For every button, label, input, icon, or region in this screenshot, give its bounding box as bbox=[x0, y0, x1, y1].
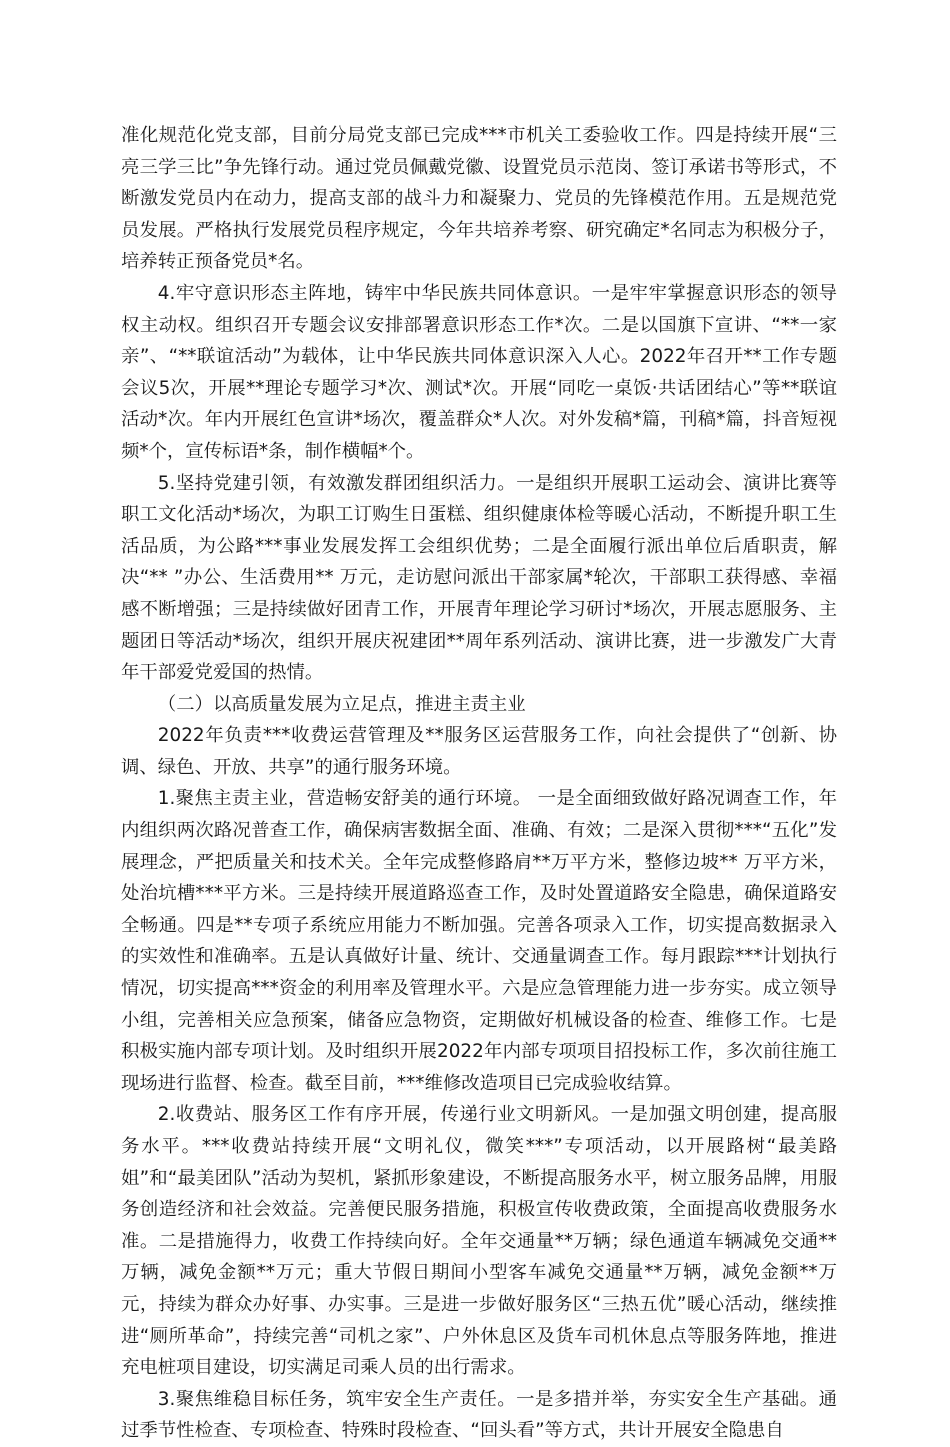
document-body bbox=[121, 120, 837, 1447]
paragraph-ideology-position: 4.牢守意识形态主阵地，铸牢中华民族共同体意识。一是牢牢掌握意识形态的领导权主动权。组织召开专题会议安排部署意识形态工作*次。二是以国旗下宣讲、“**一家亲”、“**联谊活动”为载体，让中华民族共同体意识深入人心。2022年召开**工作专题会议5次，开展**理论专题学习*次、测试*次。开展“同吃一桌饭·共话团结心”等**联谊活动*次。年内开展红色宣讲*场次，覆盖群众*人次。对外发稿*篇，刊稿*篇，抖音短视频*个，宣传标语*条，制作横幅*个。 bbox=[121, 282, 837, 462]
paragraph-safety-production: 3.聚焦维稳目标任务，筑牢安全生产责任。一是多措并举，夯实安全生产基础。通过季节性检查、专项检查、特殊时段检查、“回头看”等方式，共计开展安全隐患自 bbox=[121, 1388, 837, 1442]
section-heading-high-quality-development: （二）以高质量发展为立足点，推进主责主业 bbox=[157, 693, 526, 715]
paragraph-mass-organization: 5.坚持党建引领，有效激发群团组织活力。一是组织开展职工运动会、演讲比赛等职工文化活动*场次，为职工订购生日蛋糕、组织健康体检等暖心活动，不断提升职工生活品质，为公路***事业发展发挥工会组织优势；二是全面履行派出单位后盾职责，解决“** ”办公、生活费用** 万元，走访慰问派出干部家属*轮次，干部职工获得感、幸福感不断增强；三是持续做好团青工作，开展青年理论学习研讨*场次，开展志愿服务、主题团日等活动*场次，组织开展庆祝建团**周年系列活动、演讲比赛，进一步激发广大青年干部爱党爱国的热情。 bbox=[121, 472, 837, 684]
paragraph-2022-overview: 2022年负责***收费运营管理及**服务区运营服务工作，向社会提供了“创新、协调、绿色、开放、共享”的通行服务环境。 bbox=[121, 725, 837, 778]
paragraph-toll-service-area: 2.收费站、服务区工作有序开展，传递行业文明新风。一是加强文明创建，提高服务水平。***收费站持续开展“文明礼仪，微笑***”专项活动，以开展路树“最美路姐”和“最美团队”活动为契机，紧抓形象建设，不断提高服务水平，树立服务品牌，用服务创造经济和社会效益。完善便民服务措施，积极宣传收费政策，全面提高收费服务水准。二是措施得力，收费工作持续向好。全年交通量**万辆；绿色通道车辆减免交通**万辆，减免金额**万元；重大节假日期间小型客车减免交通量**万辆，减免金额**万元，持续为群众办好事、办实事。三是进一步做好服务区“三热五优”暖心活动，继续推进“厕所革命”，持续完善“司机之家”、户外休息区及货车司机休息点等服务阵地，推进充电桩项目建设，切实满足司乘人员的出行需求。 bbox=[121, 1104, 837, 1379]
paragraph-traffic-environment: 1.聚焦主责主业，营造畅安舒美的通行环境。 一是全面细致做好路况调查工作，年内组织两次路况普查工作，确保病害数据全面、准确、有效；二是深入贯彻***“五化”发展理念，严把质量关和技术关。全年完成整修路肩**万平方米，整修边坡** 万平方米，处治坑槽***平方米。三是持续开展道路巡查工作，及时处置道路安全隐患，确保道路安全畅通。四是**专项子系统应用能力不断加强。完善各项录入工作，切实提高数据录入的实效性和准确率。五是认真做好计量、统计、交通量调查工作。每月跟踪***计划执行情况，切实提高***资金的利用率及管理水平。六是应急管理能力进一步夯实。成立领导小组，完善相关应急预案，储备应急物资，定期做好机械设备的检查、维修工作。七是积极实施内部专项计划。及时组织开展2022年内部专项项目招投标工作，多次前往施工现场进行监督、检查。截至目前，***维修改造项目已完成验收结算。 bbox=[121, 788, 837, 1094]
paragraph-party-branch-continuation: 准化规范化党支部，目前分局党支部已完成***市机关工委验收工作。四是持续开展“三亮三学三比”争先锋行动。通过党员佩戴党徽、设置党员示范岗、签订承诺书等形式，不断激发党员内在动力，提高支部的战斗力和凝聚力、党员的先锋模范作用。五是规范党员发展。严格执行发展党员程序规定，今年共培养考察、研究确定*名同志为积极分子，培养转正预备党员*名。 bbox=[121, 125, 837, 273]
